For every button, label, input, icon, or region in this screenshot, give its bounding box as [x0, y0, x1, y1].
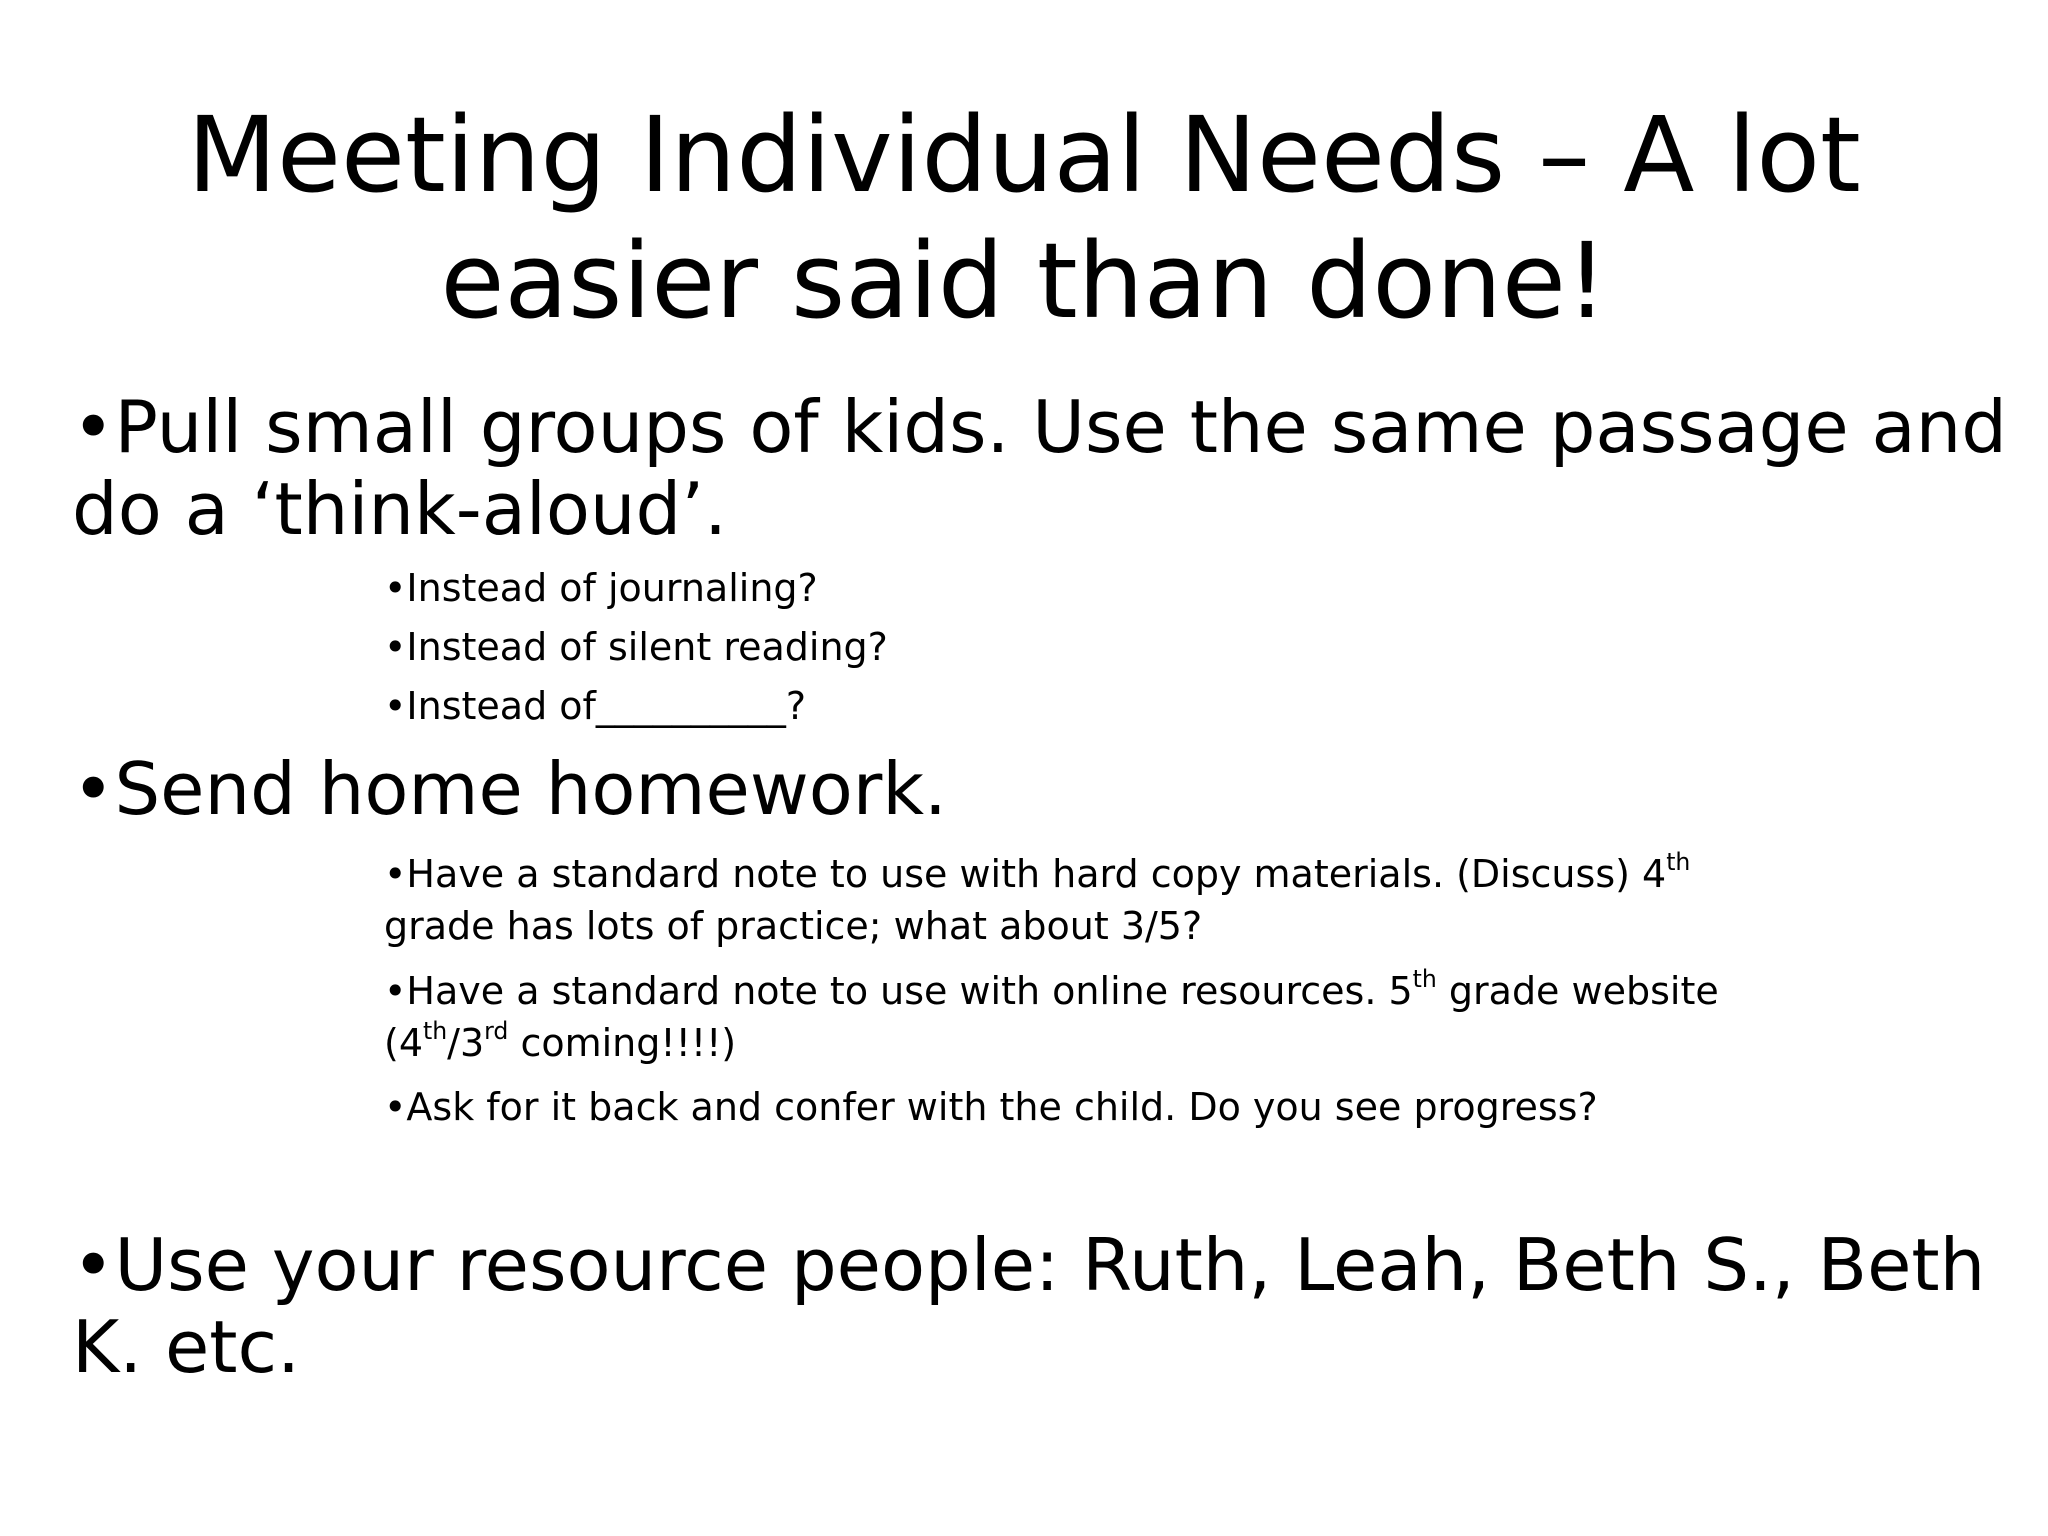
- slide-title-line-2: easier said than done!: [440, 220, 1608, 342]
- bullet-icon: •: [384, 969, 407, 1013]
- sub-bullet-text-tail: grade website: [1436, 969, 1719, 1013]
- bullet-icon: •: [384, 852, 407, 896]
- slide-title: [100, 92, 1948, 344]
- text-fragment: (4: [384, 1021, 424, 1065]
- sub-bullet-online: [384, 965, 1719, 1069]
- bullet-text: Send home homework.: [114, 747, 947, 831]
- sub-bullet-text: Instead of silent reading?: [406, 625, 888, 669]
- text-fragment: /3: [447, 1021, 485, 1065]
- bullet-item-pull-groups-continued: [72, 468, 727, 550]
- bullet-text-line-2: do a ‘think-aloud’.: [72, 467, 727, 551]
- ordinal-suffix: th: [1666, 847, 1691, 876]
- sub-bullet-text: Instead of journaling?: [406, 566, 818, 610]
- bullet-text-line-1: Use your resource people: Ruth, Leah, Beth S., Beth: [114, 1223, 1986, 1307]
- ordinal-suffix: th: [1412, 964, 1437, 993]
- bullet-icon: •: [72, 747, 115, 831]
- sub-bullet-text: Instead of__________?: [406, 684, 807, 728]
- sub-bullet-confer: [384, 1081, 1598, 1133]
- slide-title-line-1: Meeting Individual Needs – A lot: [187, 94, 1861, 216]
- ordinal-suffix: rd: [484, 1016, 509, 1045]
- bullet-item-pull-groups: [72, 386, 2007, 468]
- bullet-text-line-2: K. etc.: [72, 1305, 300, 1389]
- bullet-icon: •: [384, 1085, 407, 1129]
- bullet-icon: •: [72, 1223, 115, 1307]
- bullet-item-resource-people-continued: [72, 1306, 300, 1388]
- bullet-item-homework: [72, 748, 947, 830]
- bullet-icon: •: [384, 684, 407, 728]
- text-fragment: coming!!!!): [508, 1021, 737, 1065]
- sub-bullet-silent-reading: [384, 621, 888, 673]
- sub-bullet-text: Ask for it back and confer with the child. Do you see progress?: [406, 1085, 1598, 1129]
- sub-bullet-blank: [384, 680, 806, 732]
- sub-bullet-journaling: [384, 562, 818, 614]
- bullet-icon: •: [384, 566, 407, 610]
- sub-bullet-text: Have a standard note to use with hard copy materials. (Discuss) 4: [406, 852, 1667, 896]
- sub-bullet-text-line-2: grade has lots of practice; what about 3/5?: [384, 904, 1203, 948]
- bullet-icon: •: [72, 385, 115, 469]
- bullet-text-line-1: Pull small groups of kids. Use the same passage and: [114, 385, 2007, 469]
- sub-bullet-text: Have a standard note to use with online resources. 5: [406, 969, 1413, 1013]
- bullet-item-resource-people: [72, 1224, 1985, 1306]
- bullet-icon: •: [384, 625, 407, 669]
- sub-bullet-hard-copy: [384, 848, 1690, 952]
- sub-bullet-text-line-2: [384, 1017, 1719, 1069]
- ordinal-suffix: th: [423, 1016, 448, 1045]
